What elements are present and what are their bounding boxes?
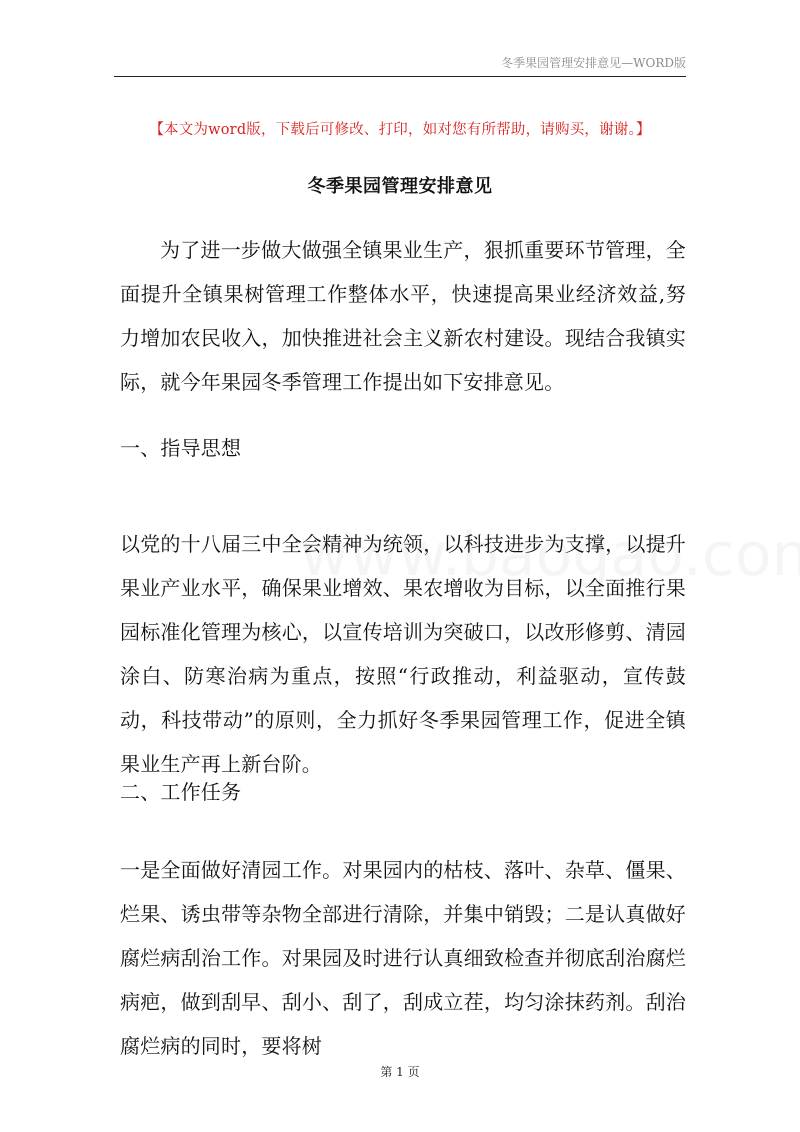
- running-header: 冬季果园管理安排意见—WORD版: [501, 56, 686, 70]
- section-heading-work-tasks: 二、工作任务: [120, 780, 242, 804]
- document-title: 冬季果园管理安排意见: [307, 176, 493, 197]
- section-heading-guiding-thought: 一、指导思想: [120, 436, 242, 460]
- header-rule: [114, 76, 686, 77]
- download-notice: 【本文为word版，下载后可修改、打印，如对您有所帮助，请购买，谢谢。】: [149, 122, 651, 138]
- section-body-guiding-thought: 以党的十八届三中全会精神为统领，以科技进步为支撑，以提升果业产业水平，确保果业增效、果农增收为目标，以全面推行果园标准化管理为核心，以宣传培训为突破口，以改形修剪、清园涂白、防寒治病为重点，按照“行政推动，利益驱动，宣传鼓动，科技带动”的原则，全力抓好冬季果园管理工作，促进全镇果业生产再上新台阶。: [120, 532, 686, 776]
- page-number: 第 1 页: [380, 1065, 420, 1079]
- intro-paragraph: 为了进一步做大做强全镇果业生产，狠抓重要环节管理，全面提升全镇果树管理工作整体水平，快速提高果业经济效益,努力增加农民收入，加快推进社会主义新农村建设。现结合我镇实际，就今年果园冬季管理工作提出如下安排意见。: [120, 238, 686, 394]
- section-body-work-tasks: 一是全面做好清园工作。对果园内的枯枝、落叶、杂草、僵果、烂果、诱虫带等杂物全部进行清除，并集中销毁；二是认真做好腐烂病刮治工作。对果园及时进行认真细致检查并彻底刮治腐烂病疤，做到刮早、刮小、刮了，刮成立茬，均匀涂抹药剂。刮治腐烂病的同时，要将树: [120, 858, 686, 1058]
